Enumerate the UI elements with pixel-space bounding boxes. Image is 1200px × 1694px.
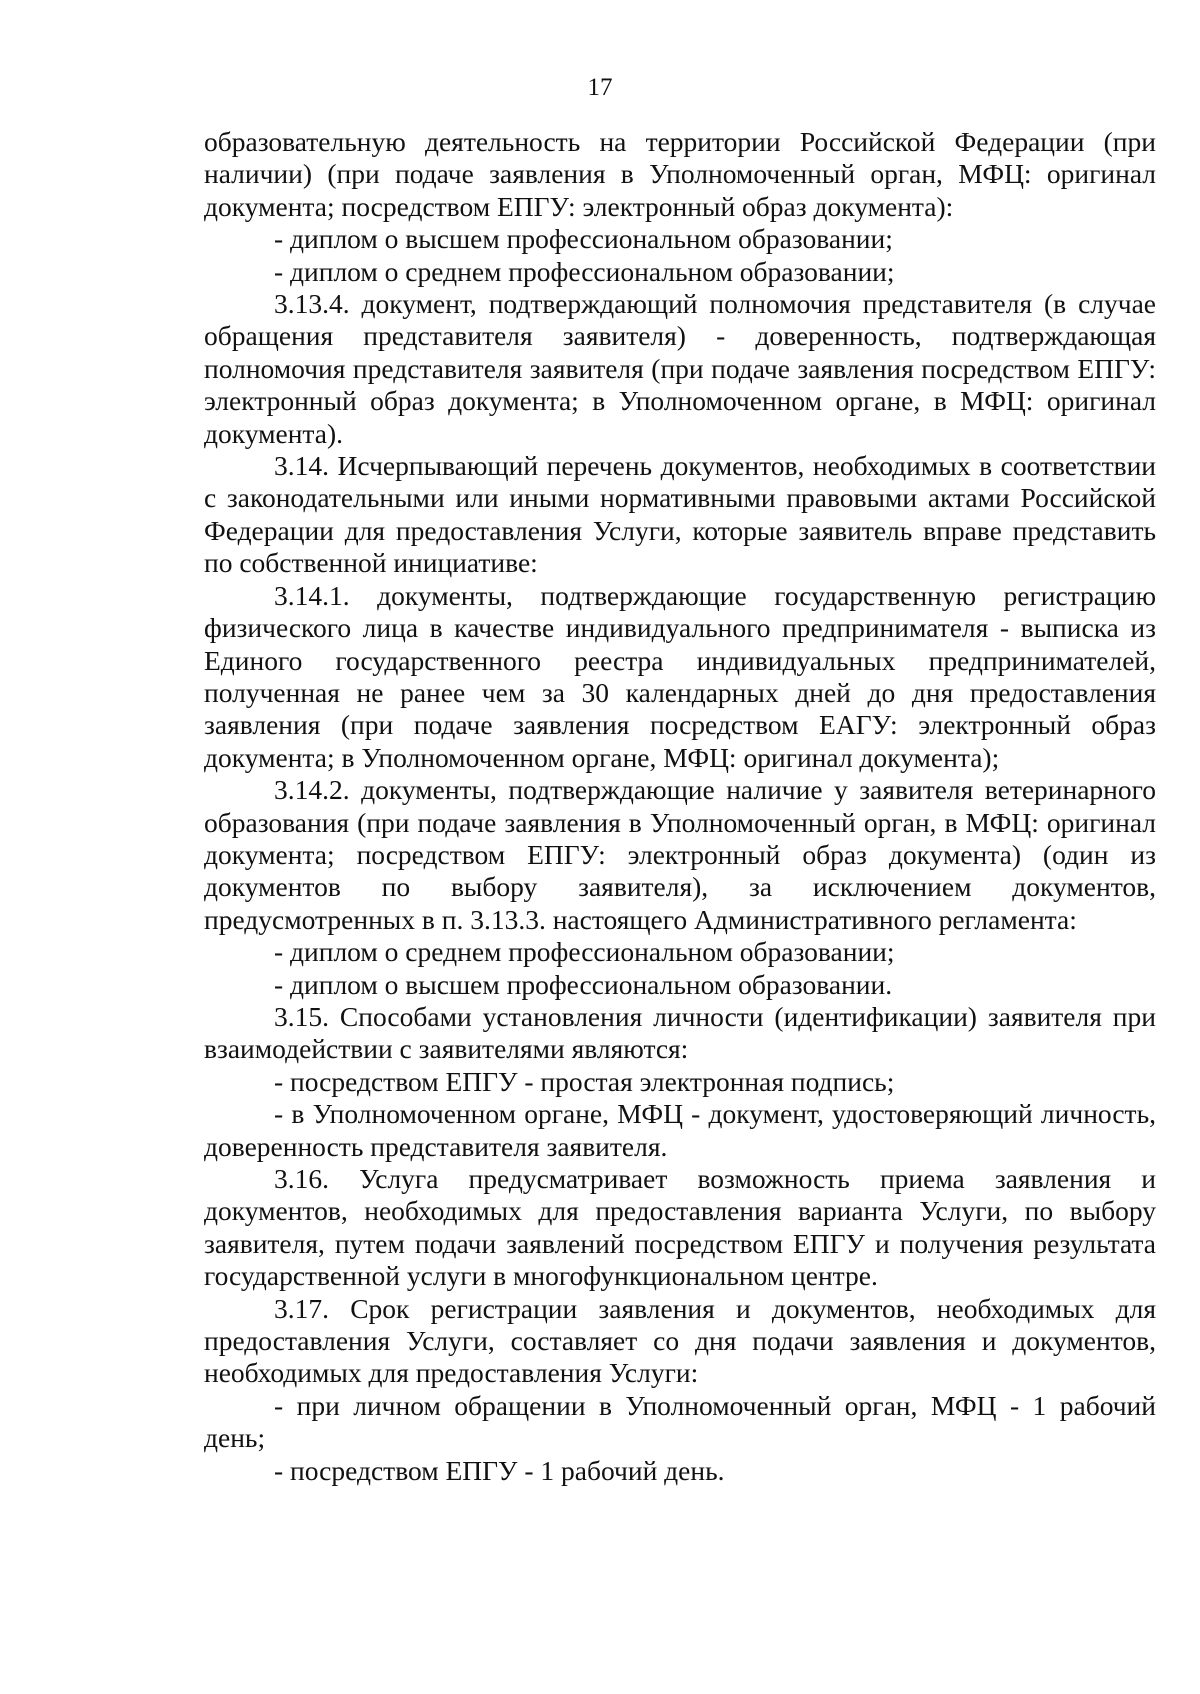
list-item-epgu-signature: - посредством ЕПГУ - простая электронная подпись; (274, 1065, 895, 1097)
list-item-authorized-body-document: - в Уполномоченном органе, МФЦ - документ, удостоверяющий личность, доверенность представителя заявителя. (204, 1098, 1156, 1162)
list-item-higher-education-diploma: - диплом о высшем профессиональном образовании; (274, 223, 893, 255)
paragraph-3-13-4: 3.13.4. документ, подтверждающий полномочия представителя (в случае обращения представителя заявителя) - доверенность, подтверждающая полномочия представителя заявителя (при подаче заявления посредством ЕПГУ: электронный образ документа; в Уполномоченном органе, в МФЦ: оригинал документа). (204, 288, 1156, 449)
paragraph-education-docs-continuation: образовательную деятельность на территории Российской Федерации (при наличии) (при подаче заявления в Уполномоченный орган, МФЦ: оригинал документа; посредством ЕПГУ: электронный образ документа): (204, 126, 1156, 222)
document-body (204, 126, 1156, 1487)
paragraph-3-16: 3.16. Услуга предусматривает возможность приема заявления и документов, необходимых для предоставления варианта Услуги, по выбору заявителя, путем подачи заявлений посредством ЕПГУ и получения результата государственной услуги в многофункциональном центре. (204, 1163, 1156, 1292)
paragraph-3-14: 3.14. Исчерпывающий перечень документов, необходимых в соответствии с законодательными или иными нормативными правовыми актами Российской Федерации для предоставления Услуги, которые заявитель вправе представить по собственной инициативе: (204, 450, 1156, 579)
list-item-personal-visit-term: - при личном обращении в Уполномоченный орган, МФЦ - 1 рабочий день; (204, 1389, 1156, 1454)
page-number: 17 (587, 74, 613, 101)
paragraph-3-14-1: 3.14.1. документы, подтверждающие государственную регистрацию физического лица в качестве индивидуального предпринимателя - выписка из Единого государственного реестра индивидуальных предпринимателей, полученная не ранее чем за 30 календарных дней до дня предоставления заявления (при подаче заявления посредством ЕАГУ: электронный образ документа; в Уполномоченном органе, МФЦ: оригинал документа); (204, 579, 1156, 773)
paragraph-3-15: 3.15. Способами установления личности (идентификации) заявителя при взаимодействии с заявителями являются: (204, 1000, 1156, 1065)
paragraph-3-17: 3.17. Срок регистрации заявления и документов, необходимых для предоставления Услуги, составляет со дня подачи заявления и документов, необходимых для предоставления Услуги: (204, 1292, 1156, 1389)
list-item-higher-education-diploma-2: - диплом о высшем профессиональном образовании. (274, 968, 893, 1000)
list-item-secondary-education-diploma-2: - диплом о среднем профессиональном образовании; (274, 936, 895, 968)
paragraph-3-14-2: 3.14.2. документы, подтверждающие наличие у заявителя ветеринарного образования (при подаче заявления в Уполномоченный орган, в МФЦ: оригинал документа; посредством ЕПГУ: электронный образ документа) (один из документов по выбору заявителя), за исключением документов, предусмотренных в п. 3.13.3. настоящего Административного регламента: (204, 774, 1156, 935)
list-item-epgu-term: - посредством ЕПГУ - 1 рабочий день. (274, 1454, 725, 1486)
list-item-secondary-education-diploma: - диплом о среднем профессиональном образовании; (274, 255, 895, 287)
